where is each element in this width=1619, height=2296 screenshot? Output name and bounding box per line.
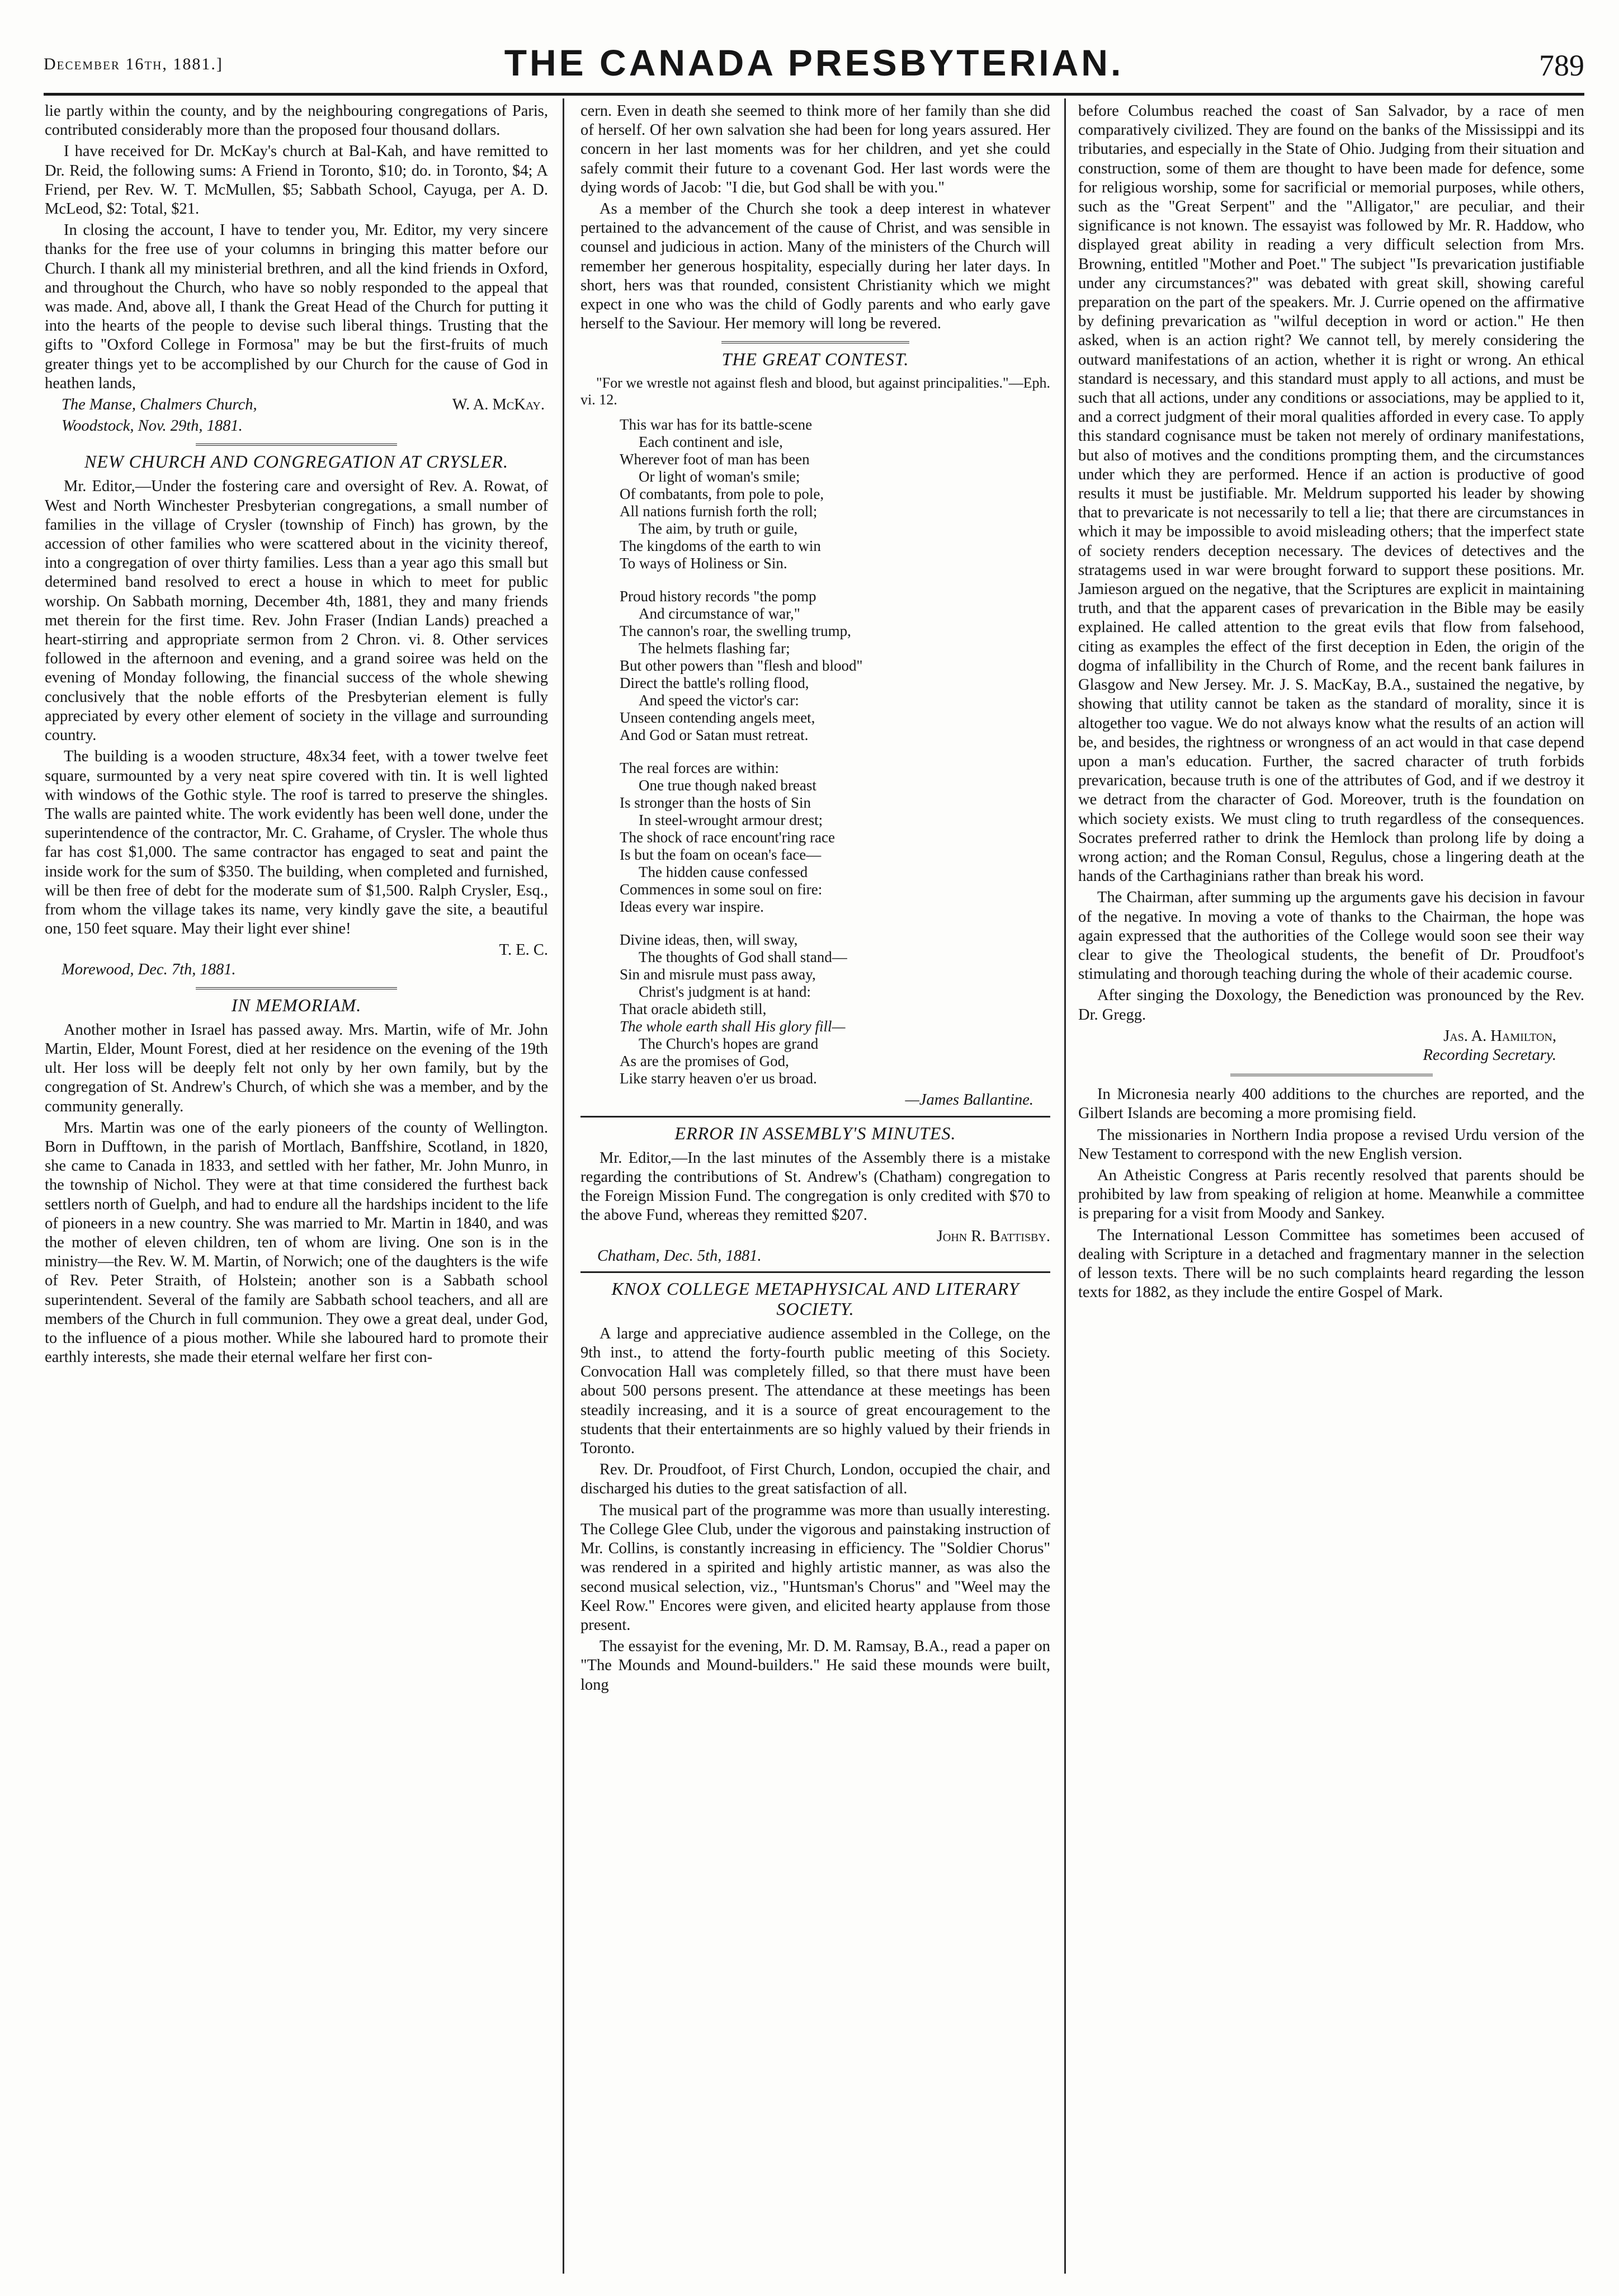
paragraph: Rev. Dr. Proudfoot, of First Church, London, occupied the chair, and discharged his duties to the great satisfaction of all. xyxy=(580,1461,1050,1498)
poem-line: But other powers than "flesh and blood" xyxy=(620,657,863,675)
sign-place: The Manse, Chalmers Church, xyxy=(62,396,257,414)
poem-line: Commences in some soul on fire: xyxy=(620,881,823,898)
column-divider xyxy=(563,98,564,2274)
poem-line: Divine ideas, then, will sway, xyxy=(620,931,798,949)
paragraph: A large and appreciative audience assembled in the College, on the 9th inst., to attend the forty-fourth public meeting of this Society. Convocation Hall was completely filled, so that there must have been about 500 persons present. The attendance at these meetings has been steadily increasing, and it is a source of great encouragement to the students that their entertainments are so highly valued by their friends in Toronto. xyxy=(580,1324,1050,1458)
poem-line: Ideas every war inspire. xyxy=(620,898,764,916)
masthead-rule xyxy=(44,93,1584,96)
poem-line: And speed the victor's car: xyxy=(639,692,799,709)
column-divider xyxy=(1064,98,1066,2274)
poem-line: Sin and misrule must pass away, xyxy=(620,966,816,983)
poem-line: In steel-wrought armour drest; xyxy=(639,812,823,829)
news-note: In Micronesia nearly 400 additions to the churches are reported, and the Gilbert Islands are becoming a more promising field. xyxy=(1078,1086,1584,1123)
section-separator xyxy=(721,341,909,343)
poem-stanza xyxy=(620,588,1050,744)
poem-line: Is stronger than the hosts of Sin xyxy=(620,794,811,812)
article-title: NEW CHURCH AND CONGREGATION AT CRYSLER. xyxy=(84,451,508,472)
poem-line: To ways of Holiness or Sin. xyxy=(620,555,787,572)
sign-name: Jas. A. Hamilton, xyxy=(1443,1027,1556,1045)
paragraph: The musical part of the programme was more than usually interesting. The College Glee Club, under the vigorous and painstaking instruction of Mr. Collins, is constantly increasing in efficiency. The "Soldier Chorus" was rendered in a spirited and highly artistic manner, as was also the second musical selection, viz., "Huntsman's Chorus" and "Weel may the Keel Row." Encores were given, and elicited hearty applause from those present. xyxy=(580,1501,1050,1634)
article-title: KNOX COLLEGE METAPHYSICAL AND LITERARY SOCIETY. xyxy=(611,1278,1019,1319)
section-separator xyxy=(580,1271,1050,1273)
poem-stanza xyxy=(620,931,1050,1087)
paragraph: Mr. Editor,—In the last minutes of the Assembly there is a mistake regarding the contributions of St. Andrew's (Chatham) congregation to the Foreign Mission Fund. The congregation is only credited with $70 to the above Fund, whereas they remitted $207. xyxy=(580,1149,1050,1224)
poem-stanza xyxy=(620,760,1050,916)
poem-line: Like starry heaven o'er us broad. xyxy=(620,1070,817,1087)
poem-line: The cannon's roar, the swelling trump, xyxy=(620,623,851,640)
sign-name: John R. Battisby. xyxy=(936,1228,1050,1246)
news-note: The International Lesson Committee has sometimes been accused of dealing with Scripture in a detached and fragmentary manner in the selection of lesson texts. There will be no such complaints heard regarding the lesson texts for 1882, as they include the entire Gospel of Mark. xyxy=(1078,1226,1584,1302)
poem-line: Direct the battle's rolling flood, xyxy=(620,675,809,692)
article-title: IN MEMORIAM. xyxy=(231,994,362,1015)
paragraph: The Chairman, after summing up the arguments gave his decision in favour of the negative. In moving a vote of thanks to the Chairman, the hope was again expressed that the authorities of the College would soon see their way clear to give the Theological students, the benefit of Dr. Proudfoot's stimulating and thorough teaching during the whole of their academic course. xyxy=(1078,889,1584,983)
poem-epigraph: "For we wrestle not against flesh and blood, but against principalities."—Eph. vi. 12. xyxy=(580,375,1050,408)
news-note: An Atheistic Congress at Paris recently resolved that parents should be prohibited by law from speaking of religion at home. Meanwhile a committee is preparing for a visit from Moody and Sankey. xyxy=(1078,1166,1584,1223)
poem-line: And God or Satan must retreat. xyxy=(620,727,809,744)
paragraph: I have received for Dr. McKay's church at Bal-Kah, and have remitted to Dr. Reid, the following sums: A Friend in Toronto, $10; do. in Toronto, $4; A Friend, per Rev. W. T. McMullen, $5; Sabbath School, Cayuga, per A. D. McLeod, $2: Total, $21. xyxy=(45,143,548,218)
poem-line: This war has for its battle-scene xyxy=(620,416,813,433)
sign-date: Morewood, Dec. 7th, 1881. xyxy=(62,960,236,978)
poem-line: That oracle abideth still, xyxy=(620,1001,767,1018)
section-separator xyxy=(196,444,397,446)
newspaper-title: THE CANADA PRESBYTERIAN. xyxy=(504,42,1124,83)
poem-line: The thoughts of God shall stand— xyxy=(639,949,847,966)
column-3 xyxy=(1078,102,1584,2274)
poem-line: The helmets flashing far; xyxy=(639,640,790,657)
poem-line: Each continent and isle, xyxy=(639,433,783,451)
poem-line: Of combatants, from pole to pole, xyxy=(620,485,824,503)
paragraph: lie partly within the county, and by the neighbouring congregations of Paris, contributed considerably more than the proposed four thousand dollars. xyxy=(45,102,548,139)
poem-line: Proud history records "the pomp xyxy=(620,588,816,605)
poem xyxy=(620,416,1050,1087)
sign-name: T. E. C. xyxy=(499,941,548,959)
poem-line: Is but the foam on ocean's face— xyxy=(620,846,822,864)
poem-line: Or light of woman's smile; xyxy=(639,468,800,485)
sign-date: Woodstock, Nov. 29th, 1881. xyxy=(62,417,243,435)
section-separator xyxy=(580,1116,1050,1118)
paragraph: The essayist for the evening, Mr. D. M. Ramsay, B.A., read a paper on "The Mounds and Mound-builders." He said these mounds were built, long xyxy=(580,1638,1050,1694)
paragraph: cern. Even in death she seemed to think more of her family than she did of herself. Of her own salvation she had been for long years assured. Her concern in her last moments was for her children, and yet she could safely commit their future to a covenant God. Her last words were the dying words of Jacob: "I die, but God shall be with you." xyxy=(580,102,1050,196)
sign-name: W. A. McKay. xyxy=(452,396,545,414)
poem-line: All nations furnish forth the roll; xyxy=(620,503,818,520)
poem-line: The whole earth shall His glory fill— xyxy=(620,1018,846,1035)
signature-block xyxy=(45,395,548,414)
poem-line: One true though naked breast xyxy=(639,777,816,794)
poem-line: The hidden cause confessed xyxy=(639,864,808,881)
paragraph: Mrs. Martin was one of the early pioneers of the county of Wellington. Born in Dufftown, in the parish of Mortlach, Banffshire, Scotland, in 1820, she came to Canada in 1833, and settled with her father, Mr. John Munro, in the township of Nichol. They were at that time considered the furthest back settlers north of Guelph, and had to endure all the hardships incident to the life of pioneers in a new country. She was married to Mr. Martin in 1840, and was the mother of eleven children, ten of whom are living. One son is in the ministry—the Rev. W. M. Martin, of Norwich; one of the daughters is the wife of Rev. Peter Straith, of Holstein; another son is a Sabbath school superintendent. Several of the family are Sabbath school teachers, and all are members of the Church in full communion. They owe a great deal, under God, to the influence of a pious mother. While she laboured hard to promote their earthly interests, she made their eternal welfare her first con- xyxy=(45,1119,548,1366)
column-1 xyxy=(45,102,548,2274)
poem-author: —James Ballantine. xyxy=(905,1091,1033,1109)
paragraph: before Columbus reached the coast of San Salvador, by a race of men comparatively civilized. They are found on the banks of the Mississippi and its tributaries, and especially in the State of Ohio. Judging from their situation and construction, some of them are thought to have been made for defence, some for religious worship, some for sacrificial or memorial purposes, while others, such as the "Great Serpent" and the "Alligator," are peculiar, and their significance is not known. The essayist was followed by Mr. R. Haddow, who displayed great ability in reading a very difficult selection from Mrs. Browning, entitled "Mother and Poet." The subject "Is prevarication justifiable under any circumstances?" was debated with great skill, showing careful preparation on the part of the speakers. Mr. J. Currie opened on the affirmative by defining prevarication as "wilful deception in word or action." He then asked, when is an action right? We cannot tell, by merely considering the outward manifestations of an action, whether it is right or wrong. An ethical standard is necessary, and this standard must apply to all actions, and must be such that all actions, under any conditions or associations, may be applied to it, and a correct judgment of their moral qualities afforded in every case. To apply this standard cognisance must be taken not merely of ordinary manifestations, but also of motives and the conditions prompting them, and the circumstances under which they are performed. Hence if an action is productive of good results it must be justifiable. Mr. Meldrum supported his leader by showing that to prevaricate is not necessarily to tell a lie; that there are circumstances in which it may be impossible to avoid misleading others; that the imperfect state of society renders deception necessary. The devices of detectives and the stratagems used in war were brought forward to support these positions. Mr. Jamieson argued on the negative, that the Scriptures are explicit in maintaining truth, and that the apparent cases of prevarication in the Bible may be easily explained. He called attention to the great evils that flow from falsehood, citing as examples the effect of the first deception in Eden, the origin of the dogma of infallibility in the Church of Rome, and the recent bank failures in Glasgow and New Jersey. Mr. J. S. MacKay, B.A., sustained the negative, by showing that utility cannot be taken as the standard of morality, since it is altogether too vague. We do not always know what the results of an action will be, and besides, the rightness or wrongness of an act would in that case depend upon a man's education. Further, the sacred character of truth forbids prevarication, because truth is one of the attributes of God, and if we destroy it we detract from the character of God. Moreover, truth is the foundation on which society exists. We must cling to truth regardless of the consequences. Socrates preferred rather to drink the Hemlock than prolong life by doing a wrong action; and the Roman Consul, Regulus, chose a lingering death at the hands of the Carthaginians rather than break his word. xyxy=(1078,102,1584,885)
sign-date: Chatham, Dec. 5th, 1881. xyxy=(597,1247,762,1265)
article-title: ERROR IN ASSEMBLY'S MINUTES. xyxy=(674,1123,956,1143)
poem-line: Christ's judgment is at hand: xyxy=(639,983,811,1001)
poem-line: The shock of race encount'ring race xyxy=(620,829,835,846)
signature-block xyxy=(1078,1027,1556,1065)
poem-line: And circumstance of war," xyxy=(639,605,800,623)
paragraph: As a member of the Church she took a deep interest in whatever pertained to the advancement of the cause of Christ, and was sensible in counsel and judicious in action. Many of the ministers of the Church will remember her generous hospitality, especially during her later days. In short, hers was that rounded, consistent Christianity which we might expect in one who was the child of Godly parents and who early gave herself to the Saviour. Her memory will long be revered. xyxy=(580,200,1050,333)
issue-date: December 16th, 1881.] xyxy=(44,55,223,73)
section-separator xyxy=(1230,1074,1433,1076)
column-2 xyxy=(580,102,1050,2274)
poem-line: The kingdoms of the earth to win xyxy=(620,538,821,555)
poem-line: Unseen contending angels meet, xyxy=(620,709,815,727)
poem-line: The real forces are within: xyxy=(620,760,779,777)
news-note: The missionaries in Northern India propose a revised Urdu version of the New Testament to correspond with the new English version. xyxy=(1078,1126,1584,1163)
poem-line: Wherever foot of man has been xyxy=(620,451,810,468)
sign-title: Recording Secretary. xyxy=(1423,1046,1556,1064)
masthead xyxy=(44,38,1584,89)
paragraph: The building is a wooden structure, 48x34 feet, with a tower twelve feet square, surmounted by a very neat spire covered with tin. It is well lighted with windows of the Gothic style. The roof is tarred to preserve the shingles. The walls are painted white. The work evidently has been well done, under the superintendence of the contractor, Mr. C. Grahame, of Crysler. The whole thus far has cost $1,000. The same contractor has engaged to seat and paint the inside work for the sum of $350. The building, when completed and furnished, will be then free of debt for the moderate sum of $1,500. Ralph Crysler, Esq., from whom the village takes its name, very kindly gave the site, a beautiful one, 150 feet square. May their light ever shine! xyxy=(45,748,548,938)
poem-stanza xyxy=(620,416,1050,572)
page-number: 789 xyxy=(1539,49,1584,82)
paragraph: In closing the account, I have to tender you, Mr. Editor, my very sincere thanks for the free use of your columns in bringing this matter before our Church. I thank all my ministerial brethren, and all the kind friends in Oxford, and throughout the Church, who have so nobly responded to the appeal that was made. And, above all, I thank the Great Head of the Church for putting it into the hearts of the people to devise such liberal things. Trusting that the gifts to "Oxford College in Formosa" may be but the first-fruits of much greater things yet to be accomplished by our Church for the cause of God in heathen lands, xyxy=(45,221,548,392)
section-separator xyxy=(196,987,397,989)
paragraph: Mr. Editor,—Under the fostering care and oversight of Rev. A. Rowat, of West and North Winchester Presbyterian congregations, a small number of families in the village of Crysler (township of Finch) has grown, by the accession of other families who were scattered about in the vicinity thereof, into a congregation of over thirty families. Less than a year ago this small but determined band resolved to erect a house in which to meet for public worship. On Sabbath morning, December 4th, 1881, they and many friends met therein for the first time. Rev. John Fraser (Indian Lands) preached a heart-stirring and appropriate sermon from 2 Chron. vi. 8. Other services followed in the afternoon and evening, and a grand soiree was held on the evening of Monday following, the financial success of the whole shewing conclusively that the noble efforts of the Presbyterian element is fully appreciated by every other element of society in the village and surrounding country. xyxy=(45,478,548,744)
poem-line: The aim, by truth or guile, xyxy=(639,520,798,538)
paragraph: Another mother in Israel has passed away. Mrs. Martin, wife of Mr. John Martin, Elder, Mount Forest, died at her residence on the evening of the 19th ult. Her loss will be deeply felt not only by her own family, but by the congregation of St. Andrew's Church, of which she was a member, and by the community generally. xyxy=(45,1021,548,1115)
paragraph: After singing the Doxology, the Benediction was pronounced by the Rev. Dr. Gregg. xyxy=(1078,987,1584,1024)
poem-line: The Church's hopes are grand xyxy=(639,1035,819,1053)
poem-title: THE GREAT CONTEST. xyxy=(721,349,909,370)
poem-line: As are the promises of God, xyxy=(620,1053,789,1070)
